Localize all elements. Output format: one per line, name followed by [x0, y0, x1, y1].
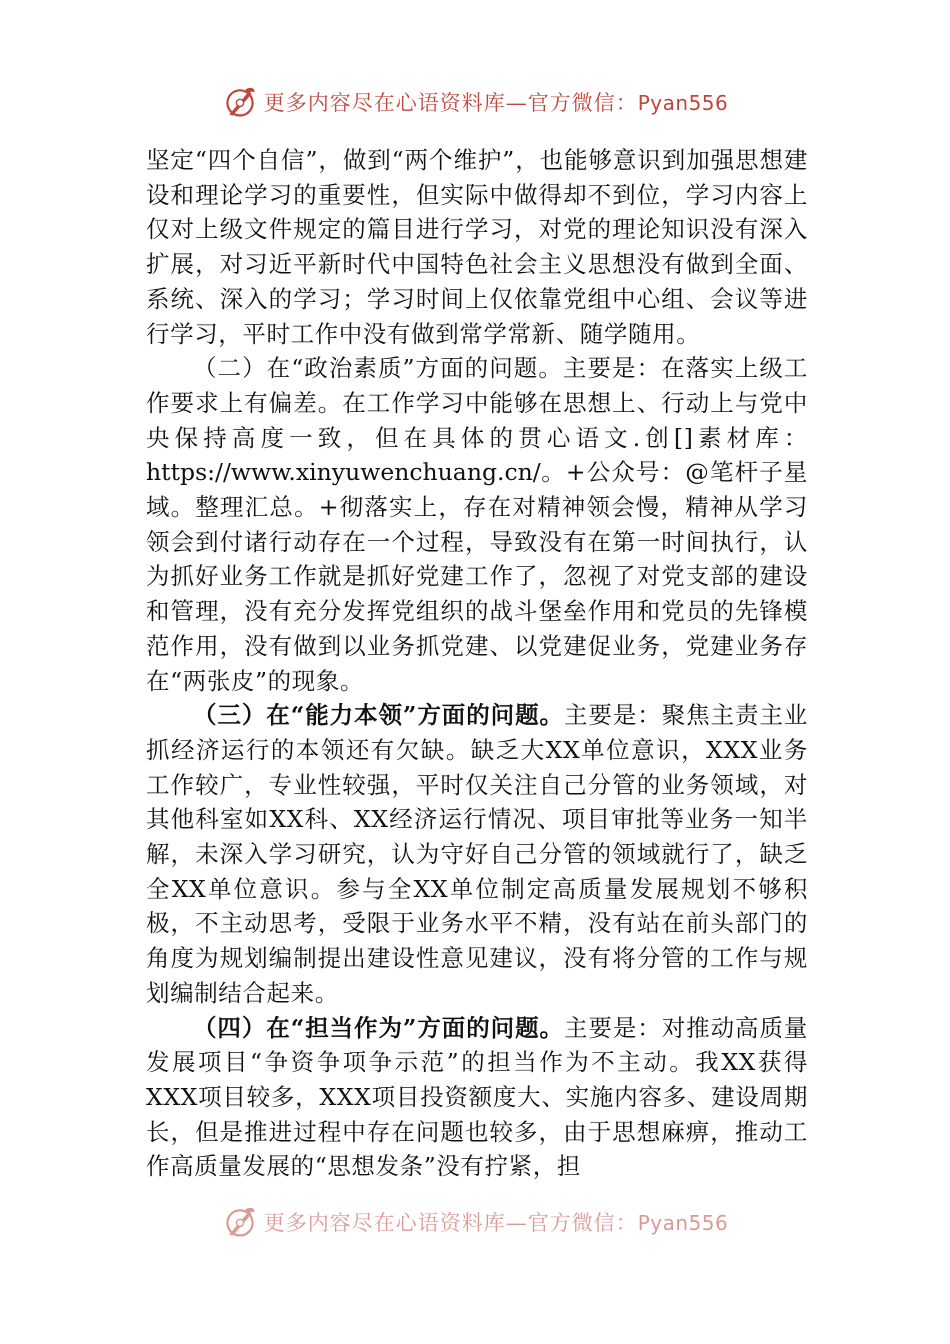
- paragraph-3: （三）在“能力本领”方面的问题。主要是：聚焦主责主业抓经济运行的本领还有欠缺。缺乏大XX单位意识，XXX业务工作较广，专业性较强，平时仅关注自己分管的业务领域，对其他科室如XX科、XX经济运行情况、项目审批等业务一知半解，未深入学习研究，认为守好自己分管的领域就行了，缺乏全XX单位意识。参与全XX单位制定高质量发展规划不够积极，不主动思考，受限于业务水平不精，没有站在前头部门的角度为规划编制提出建设性意见建议，没有将分管的工作与规划编制结合起来。: [146, 701, 808, 1007]
- watermark-handle: Pyan556: [637, 91, 729, 115]
- watermark-text: 更多内容尽在心语资料库—官方微信：Pyan556: [263, 1211, 729, 1235]
- watermark-handle: Pyan556: [637, 1211, 729, 1235]
- paragraph-4: （四）在“担当作为”方面的问题。主要是：对推动高质量发展项目“争资争项争示范”的担当作为不主动。我XX获得XXX项目较多，XXX项目投资额度大、实施内容多、建设周期长，但是推进过程中存在问题也较多，由于思想麻痹，推动工作高质量发展的“思想发条”没有拧紧，担: [146, 1013, 808, 1181]
- quill-seal-icon: [222, 1204, 258, 1240]
- header-watermark: [0, 82, 950, 122]
- paragraph-2-lead: （二）在“政治素质”方面的问题。: [193, 354, 563, 383]
- footer-watermark: [0, 1202, 950, 1242]
- paragraph-1: 坚定“四个自信”，做到“两个维护”，也能够意识到加强思想建设和理论学习的重要性，但实际中做得却不到位，学习内容上仅对上级文件规定的篇目进行学习，对党的理论知识没有深入扩展，对习近平新时代中国特色社会主义思想没有做到全面、系统、深入的学习；学习时间上仅依靠党组中心组、会议等进行学习，平时工作中没有做到常学常新、随学随用。: [146, 146, 808, 348]
- paragraph-4-lead: （四）在“担当作为”方面的问题。: [193, 1013, 564, 1042]
- paragraph-3-lead: （三）在“能力本领”方面的问题。: [193, 701, 564, 730]
- watermark-text: 更多内容尽在心语资料库—官方微信：Pyan556: [263, 91, 729, 115]
- material-url-link[interactable]: https://www.xinyuwenchuang.cn/: [146, 458, 541, 487]
- document-body: [146, 143, 808, 1184]
- quill-seal-icon: [222, 84, 258, 120]
- paragraph-2: （二）在“政治素质”方面的问题。主要是：在落实上级工作要求上有偏差。在工作学习中能够在思想上、行动上与党中央保持高度一致，但在具体的贯心语文.创[]素材库：https://www.xinyuwenchuang.cn/。+公众号：@笔杆子星域。整理汇总。+彻落实上，存在对精神领会慢，精神从学习领会到付诸行动存在一个过程，导致没有在第一时间执行，认为抓好业务工作就是抓好党建工作了，忽视了对党支部的建设和管理，没有充分发挥党组织的战斗堡垒作用和党员的先锋模范作用，没有做到以业务抓党建、以党建促业务，党建业务存在“两张皮”的现象。: [146, 354, 808, 695]
